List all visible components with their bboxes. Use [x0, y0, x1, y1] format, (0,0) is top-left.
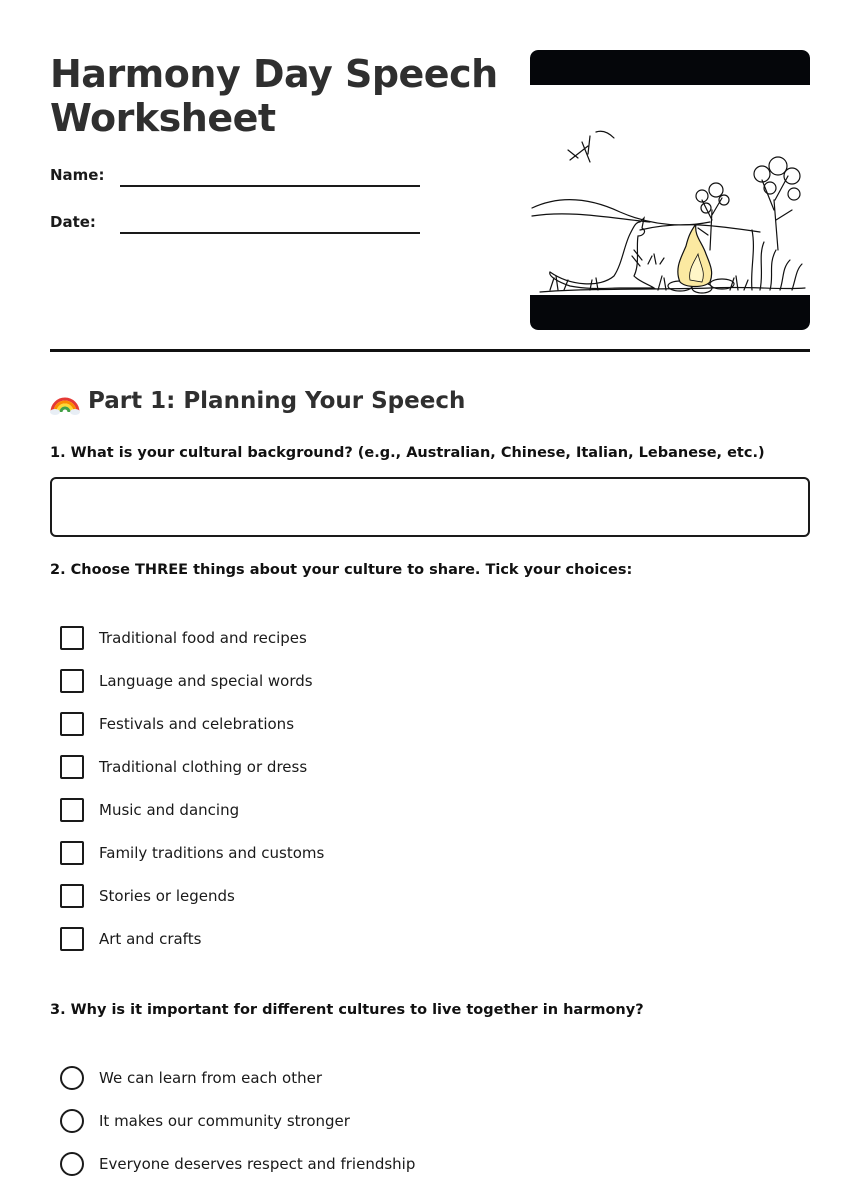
option-radio[interactable]	[60, 1151, 415, 1177]
option-radio[interactable]	[60, 1108, 350, 1134]
kangaroo-campfire-illustration	[530, 50, 810, 330]
rainbow-icon	[50, 386, 80, 416]
option-checkbox[interactable]	[60, 668, 313, 694]
checkbox[interactable]	[60, 884, 84, 908]
option-checkbox[interactable]	[60, 711, 294, 737]
radio[interactable]	[60, 1152, 84, 1176]
name-label: Name:	[50, 166, 105, 184]
option-checkbox[interactable]	[60, 625, 307, 651]
option-label: Everyone deserves respect and friendship	[99, 1155, 416, 1173]
question-3: 3. Why is it important for different cultures to live together in harmony?	[50, 1002, 644, 1018]
date-label: Date:	[50, 213, 96, 231]
option-label: Stories or legends	[99, 887, 235, 905]
checkbox[interactable]	[60, 755, 84, 779]
checkbox[interactable]	[60, 841, 84, 865]
option-label: Festivals and celebrations	[99, 715, 295, 733]
checkbox[interactable]	[60, 712, 84, 736]
part1-title-text: Part 1: Planning Your Speech	[88, 388, 466, 414]
checkbox[interactable]	[60, 798, 84, 822]
option-label: Music and dancing	[99, 801, 240, 819]
cultural-background-answer-box[interactable]	[50, 477, 810, 537]
checkbox[interactable]	[60, 927, 84, 951]
option-checkbox[interactable]	[60, 840, 324, 866]
question-1: 1. What is your cultural background? (e.g., Australian, Chinese, Italian, Lebanese, etc.)	[50, 445, 765, 461]
worksheet-title: Harmony Day Speech Worksheet	[50, 52, 498, 140]
date-line[interactable]	[120, 232, 420, 234]
name-line[interactable]	[120, 185, 420, 187]
name-field[interactable]	[50, 166, 420, 196]
option-label: Family traditions and customs	[99, 844, 325, 862]
option-checkbox[interactable]	[60, 926, 201, 952]
option-label: Traditional food and recipes	[99, 629, 307, 647]
radio[interactable]	[60, 1109, 84, 1133]
question-2: 2. Choose THREE things about your culture to share. Tick your choices:	[50, 562, 633, 578]
option-checkbox[interactable]	[60, 883, 235, 909]
part1-title	[50, 386, 465, 416]
option-label: It makes our community stronger	[99, 1112, 350, 1130]
checkbox[interactable]	[60, 626, 84, 650]
date-field[interactable]	[50, 213, 420, 243]
option-checkbox[interactable]	[60, 754, 307, 780]
option-radio[interactable]	[60, 1065, 322, 1091]
option-label: Traditional clothing or dress	[99, 758, 308, 776]
worksheet-page	[50, 0, 810, 1173]
checkbox[interactable]	[60, 669, 84, 693]
header-divider	[50, 349, 810, 352]
option-label: Language and special words	[99, 672, 313, 690]
option-checkbox[interactable]	[60, 797, 239, 823]
option-label: Art and crafts	[99, 930, 202, 948]
option-label: We can learn from each other	[99, 1069, 323, 1087]
radio[interactable]	[60, 1066, 84, 1090]
